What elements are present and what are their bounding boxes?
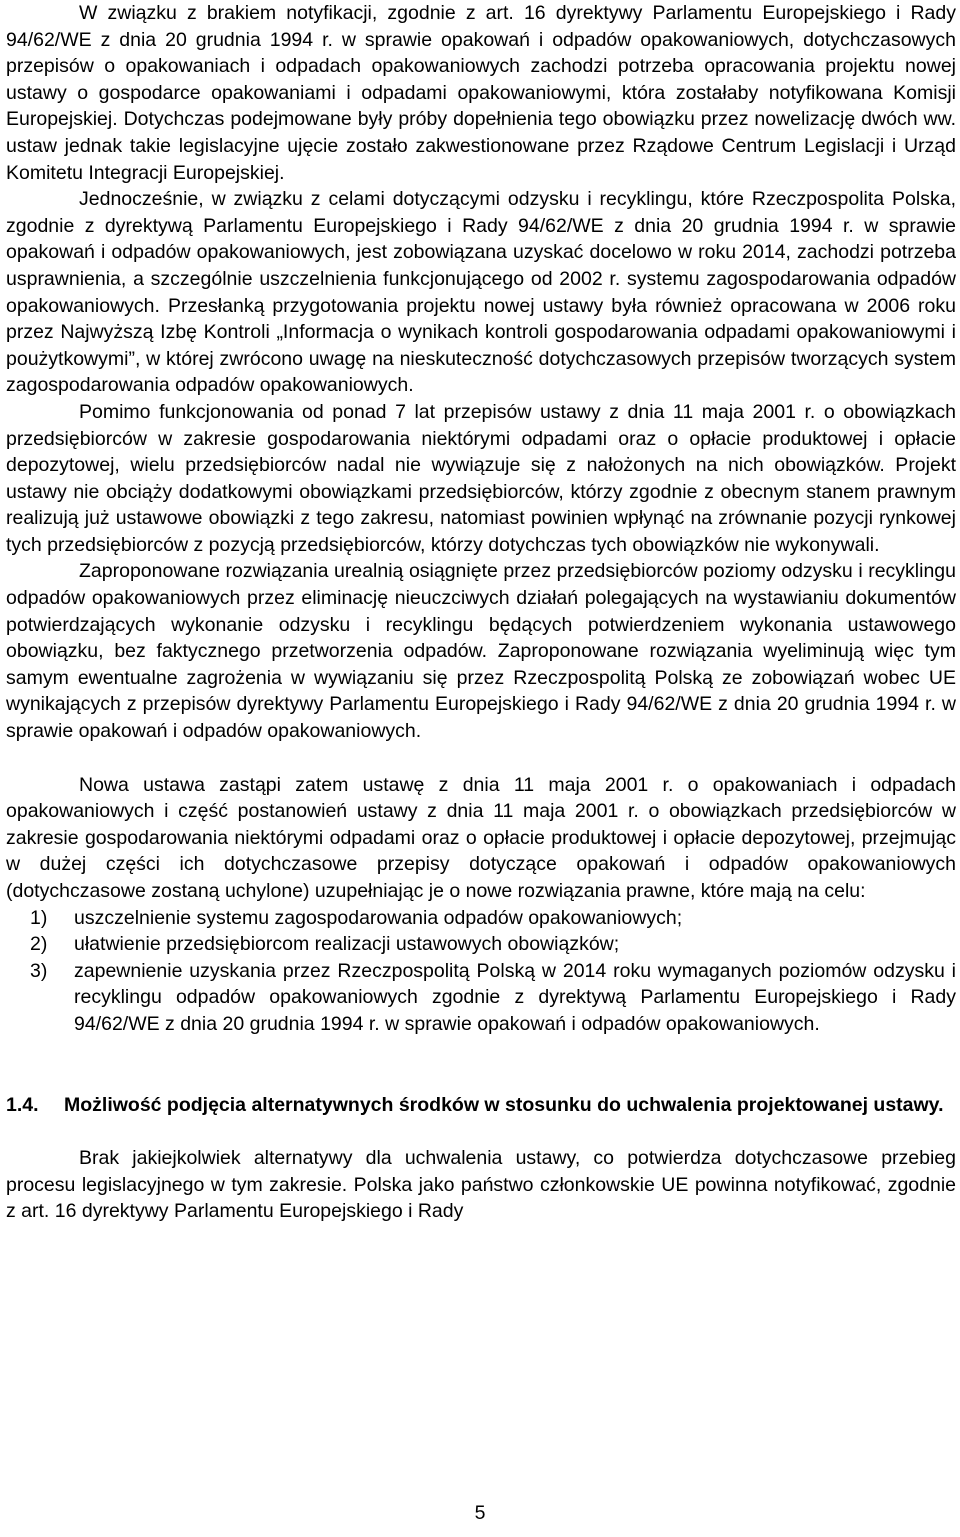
section-title: Możliwość podjęcia alternatywnych środków w stosunku do uchwalenia projektowanej ustawy. — [64, 1093, 944, 1116]
section-number: 1.4. — [6, 1093, 39, 1116]
paragraph-recycling-goals: Jednocześnie, w związku z celami dotyczącymi odzysku i recyklingu, które Rzeczpospolita Polska, zgodnie z dyrektywą Parlamentu Europejskiego i Rady 94/62/WE z dnia 20 grudnia 1994 r. w sprawie opakowań i odpadów opakowaniowych, jest zobowiązana uzyskać docelowo w roku 2014, zachodzi potrzeba usprawnienia, a szczególnie uszczelnienia funkcjonującego od 2002 r. systemu zagospodarowania odpadów opakowaniowych. Przesłanką przygotowania projektu nowej ustawy była również opracowana w 2006 roku przez Najwyższą Izbę Kontroli „Informacja o wynikach kontroli gospodarowania odpadami opakowaniowymi i poużytkowymi”, w której zwrócono uwagę na nieskuteczność dotychczasowych przepisów tworzących system zagospodarowania odpadów opakowaniowych. — [6, 188, 956, 397]
section-spacer — [6, 1038, 956, 1092]
list-item-text: zapewnienie uzyskania przez Rzeczpospolitą Polską w 2014 roku wymaganych poziomów odzysku i recyklingu odpadów opakowaniowych zgodnie z dyrektywą Parlamentu Europejskiego i Rady 94/62/WE z dnia 20 grudnia 1994 r. w sprawie opakowań i odpadów opakowaniowych. — [74, 959, 956, 1035]
section-heading-spacer — [6, 1118, 956, 1145]
document-page — [6, 0, 956, 1225]
list-item-number: 3) — [30, 959, 48, 982]
list-item — [6, 905, 956, 932]
list-item — [6, 931, 956, 958]
section-heading — [6, 1092, 956, 1119]
paragraph-obligations: Pomimo funkcjonowania od ponad 7 lat przepisów ustawy z dnia 11 maja 2001 r. o obowiązkach przedsiębiorców w zakresie gospodarowania niektórymi odpadami oraz o opłacie produktowej i opłacie depozytowej, wielu przedsiębiorców nadal nie wywiązuje się z nałożonych na nich obowiązków. Projekt ustawy nie obciąży dodatkowymi obowiązkami przedsiębiorców, którzy zgodnie z obecnym stanem prawnym realizują już ustawowe obowiązki z tego zakresu, natomiast powinien wpłynąć na zrównanie pozycji rynkowej tych przedsiębiorców z pozycją przedsiębiorców, którzy dotychczas tych obowiązków nie wykonywali. — [6, 400, 956, 556]
list-item-number: 1) — [30, 906, 48, 929]
list-item — [6, 958, 956, 1038]
list-item-text: ułatwienie przedsiębiorcom realizacji ustawowych obowiązków; — [74, 933, 620, 956]
paragraph-proposed-solutions: Zaproponowane rozwiązania urealnią osiągnięte przez przedsiębiorców poziomy odzysku i recyklingu odpadów opakowaniowych przez eliminację nieuczciwych działań polegających na wystawianiu dokumentów potwierdzających wykonanie odzysku i recyklingu będących potwierdzeniem wykonania ustawowego obowiązku, bez faktycznego przetworzenia odpadów. Zaproponowane rozwiązania wyeliminują więc tym samym ewentualne zagrożenia w wywiązaniu się przez Rzeczpospolitą Polską ze zobowiązań wobec UE wynikających z przepisów dyrektywy Parlamentu Europejskiego i Rady 94/62/WE z dnia 20 grudnia 1994 r. w sprawie opakowań i odpadów opakowaniowych. — [6, 560, 956, 743]
goals-list — [6, 905, 956, 1038]
paragraph-no-alternative: Brak jakiejkolwiek alternatywy dla uchwalenia ustawy, co potwierdza dotychczasowe przebieg procesu legislacyjnego w tym zakresie. Polska jako państwo członkowskie UE powinna notyfikować, zgodnie z art. 16 dyrektywy Parlamentu Europejskiego i Rady — [6, 1147, 956, 1223]
list-item-text: uszczelnienie systemu zagospodarowania odpadów opakowaniowych; — [74, 906, 683, 929]
page-number: 5 — [474, 1502, 486, 1524]
list-item-number: 2) — [30, 933, 48, 956]
paragraph-notification: W związku z brakiem notyfikacji, zgodnie z art. 16 dyrektywy Parlamentu Europejskiego i Rady 94/62/WE z dnia 20 grudnia 1994 r. w sprawie opakowań i odpadów opakowaniowych, dotychczasowych przepisów o opakowaniach i odpadach opakowaniowych zachodzi potrzeba opracowania projektu nowej ustawy o gospodarce opakowaniami i odpadami opakowaniowymi, która zostałaby notyfikowana Komisji Europejskiej. Dotychczas podejmowane były próby dopełnienia tego obowiązku przez nowelizację dwóch ww. ustaw jednak takie legislacyjne ujęcie zostało zakwestionowane przez Rządowe Centrum Legislacji i Urząd Komitetu Integracji Europejskiej. — [6, 2, 956, 184]
paragraph-spacer — [6, 745, 956, 772]
paragraph-new-law: Nowa ustawa zastąpi zatem ustawę z dnia 11 maja 2001 r. o opakowaniach i odpadach opakowaniowych i część postanowień ustawy z dnia 11 maja 2001 r. o obowiązkach przedsiębiorców w zakresie gospodarowania niektórymi odpadami oraz o opłacie produktowej i opłacie depozytowej, przejmując w dużej części ich dotychczasowe przepisy dotyczące opakowań i odpadów opakowaniowych (dotychczasowe zostaną uchylone) uzupełniając je o nowe rozwiązania prawne, które mają na celu: — [6, 773, 956, 902]
